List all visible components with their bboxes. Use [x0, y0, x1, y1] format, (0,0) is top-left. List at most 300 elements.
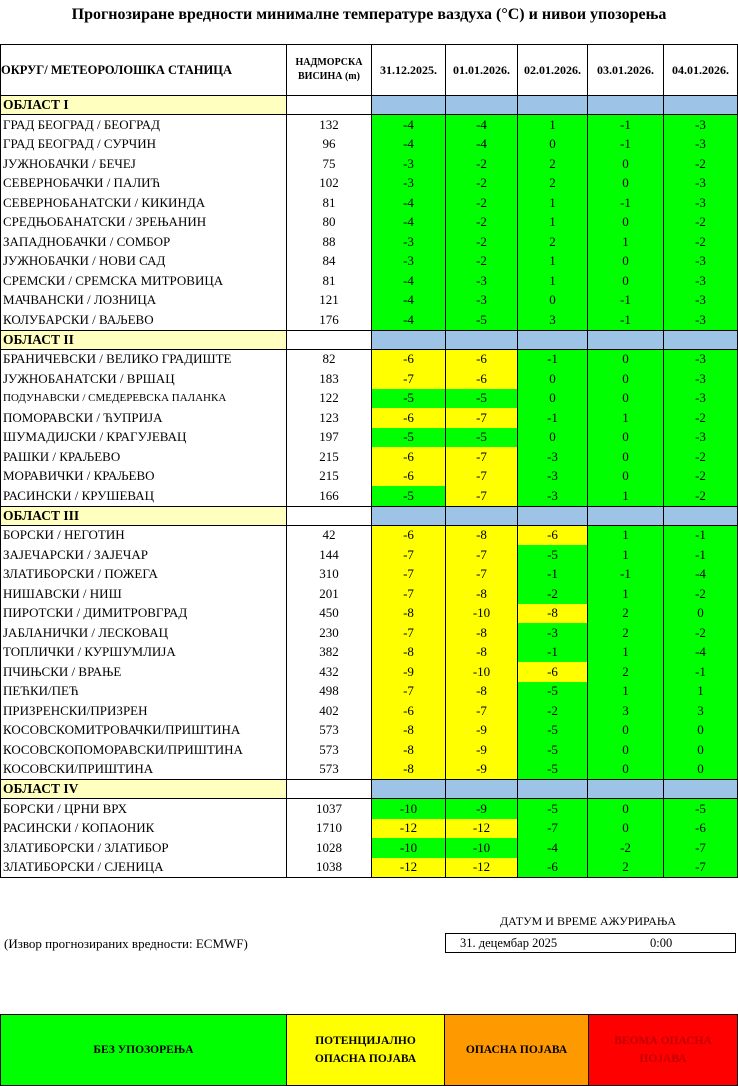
station-row	[1, 193, 738, 213]
region-date-cell	[664, 506, 738, 525]
temperature-cell: 0	[588, 271, 664, 291]
temperature-cell: 1	[588, 232, 664, 252]
temperature-cell: 0	[588, 760, 664, 780]
temperature-cell: 0	[588, 389, 664, 409]
temperature-cell: -9	[446, 760, 518, 780]
temperature-cell: -10	[372, 799, 446, 819]
temperature-cell: 0	[518, 428, 588, 448]
temperature-cell: -2	[664, 232, 738, 252]
station-altitude: 450	[287, 604, 372, 624]
temperature-cell: -8	[446, 584, 518, 604]
legend-high-danger-label: ВЕОМА ОПАСНА ПОЈАВА	[614, 1035, 712, 1065]
temperature-cell: -2	[446, 213, 518, 233]
temperature-cell: 0	[588, 213, 664, 233]
temperature-cell: -2	[446, 174, 518, 194]
station-row	[1, 213, 738, 233]
temperature-cell: -9	[446, 740, 518, 760]
station-name: ЈУЖНОБАНАТСКИ / ВРШАЦ	[1, 369, 287, 389]
temperature-cell: -2	[664, 408, 738, 428]
temperature-cell: -2	[664, 467, 738, 487]
region-date-cell	[446, 506, 518, 525]
station-name: ТОПЛИЧКИ / КУРШУМЛИЈА	[1, 643, 287, 663]
table-body	[1, 96, 738, 878]
temperature-cell: 2	[588, 604, 664, 624]
temperature-cell: -6	[446, 369, 518, 389]
temperature-cell: 1	[588, 545, 664, 565]
station-name: ГРАД БЕОГРАД / СУРЧИН	[1, 135, 287, 155]
station-altitude: 230	[287, 623, 372, 643]
station-row	[1, 721, 738, 741]
temperature-cell: -2	[446, 154, 518, 174]
temperature-cell: 0	[588, 154, 664, 174]
temperature-cell: -5	[446, 428, 518, 448]
station-altitude: 1038	[287, 858, 372, 878]
temperature-cell: -4	[446, 135, 518, 155]
temperature-cell: -1	[664, 662, 738, 682]
temperature-cell: -6	[372, 701, 446, 721]
station-row	[1, 760, 738, 780]
station-altitude: 122	[287, 389, 372, 409]
temperature-cell: 2	[518, 174, 588, 194]
station-row	[1, 252, 738, 272]
station-altitude: 197	[287, 428, 372, 448]
temperature-cell: -7	[446, 565, 518, 585]
station-altitude: 183	[287, 369, 372, 389]
station-altitude: 166	[287, 486, 372, 506]
station-name: ПОДУНАВСКИ / СМЕДЕРЕВСКА ПАЛАНКА	[1, 389, 287, 409]
station-name: РАШКИ / КРАЉЕВО	[1, 447, 287, 467]
station-name: ЈУЖНОБАЧКИ / НОВИ САД	[1, 252, 287, 272]
temperature-cell: -7	[664, 858, 738, 878]
station-altitude: 82	[287, 349, 372, 369]
station-row	[1, 740, 738, 760]
station-name: СЕВЕРНОБАЧКИ / ПАЛИЋ	[1, 174, 287, 194]
temperature-cell: -3	[664, 389, 738, 409]
station-name: ЗЛАТИБОРСКИ / СЈЕНИЦА	[1, 858, 287, 878]
region-date-cell	[664, 96, 738, 115]
page-title: Прогнозиране вредности минималне температуре ваздуха (°C) и нивои упозорења	[71, 6, 667, 23]
station-row	[1, 799, 738, 819]
temperature-cell: -4	[372, 310, 446, 330]
temperature-cell: -3	[664, 193, 738, 213]
station-name: ПЕЋКИ/ПЕЋ	[1, 682, 287, 702]
temperature-cell: -7	[446, 447, 518, 467]
temperature-cell: -8	[446, 682, 518, 702]
region-date-cell	[518, 780, 588, 799]
region-row	[1, 330, 738, 349]
temperature-cell: -7	[372, 369, 446, 389]
region-date-cell	[664, 330, 738, 349]
temperature-cell: -7	[664, 838, 738, 858]
temperature-cell: -3	[372, 252, 446, 272]
region-name: ОБЛАСТ I	[1, 96, 287, 115]
forecast-table	[0, 44, 738, 878]
station-altitude: 573	[287, 740, 372, 760]
station-row	[1, 447, 738, 467]
temperature-cell: -6	[518, 662, 588, 682]
station-altitude: 42	[287, 525, 372, 545]
temperature-cell: -3	[372, 154, 446, 174]
update-time: 0:00	[650, 936, 673, 950]
temperature-cell: -7	[372, 584, 446, 604]
station-altitude: 1028	[287, 838, 372, 858]
temperature-cell: -3	[664, 174, 738, 194]
station-altitude: 176	[287, 310, 372, 330]
temperature-cell: -8	[446, 525, 518, 545]
temperature-cell: -10	[446, 838, 518, 858]
temperature-cell: 3	[518, 310, 588, 330]
temperature-cell: 0	[588, 740, 664, 760]
temperature-cell: -3	[446, 271, 518, 291]
station-altitude: 123	[287, 408, 372, 428]
region-date-cell	[372, 330, 446, 349]
temperature-cell: -9	[446, 721, 518, 741]
station-row	[1, 819, 738, 839]
temperature-cell: 0	[664, 721, 738, 741]
temperature-cell: 0	[588, 349, 664, 369]
date-column-header: 04.01.2026.	[664, 45, 738, 96]
temperature-cell: -4	[372, 291, 446, 311]
temperature-cell: -5	[518, 799, 588, 819]
temperature-cell: -9	[446, 799, 518, 819]
temperature-cell: -7	[446, 486, 518, 506]
date-column-header: 31.12.2025.	[372, 45, 446, 96]
temperature-cell: -2	[446, 232, 518, 252]
temperature-cell: -2	[664, 584, 738, 604]
temperature-cell: -2	[446, 193, 518, 213]
temperature-cell: -2	[664, 623, 738, 643]
temperature-cell: -8	[518, 604, 588, 624]
station-name: СРЕМСКИ / СРЕМСКА МИТРОВИЦА	[1, 271, 287, 291]
temperature-cell: -3	[664, 115, 738, 135]
station-row	[1, 662, 738, 682]
station-row	[1, 408, 738, 428]
station-name: ЗАПАДНОБАЧКИ / СОМБОР	[1, 232, 287, 252]
temperature-cell: -5	[664, 799, 738, 819]
region-date-cell	[372, 96, 446, 115]
temperature-cell: -3	[664, 291, 738, 311]
temperature-cell: -1	[518, 349, 588, 369]
temperature-cell: -1	[588, 135, 664, 155]
date-column-header: 01.01.2026.	[446, 45, 518, 96]
station-name: ГРАД БЕОГРАД / БЕОГРАД	[1, 115, 287, 135]
temperature-cell: 2	[588, 623, 664, 643]
temperature-cell: -2	[664, 447, 738, 467]
temperature-cell: -8	[446, 623, 518, 643]
temperature-cell: -3	[372, 174, 446, 194]
temperature-cell: -3	[664, 369, 738, 389]
station-altitude: 215	[287, 467, 372, 487]
station-row	[1, 858, 738, 878]
station-name: ПРИЗРЕНСКИ/ПРИЗРЕН	[1, 701, 287, 721]
station-altitude: 80	[287, 213, 372, 233]
temperature-cell: -3	[518, 447, 588, 467]
temperature-cell: -12	[372, 858, 446, 878]
temperature-cell: -5	[446, 389, 518, 409]
region-altitude-cell	[287, 96, 372, 115]
temperature-cell: -7	[372, 682, 446, 702]
temperature-cell: 0	[664, 740, 738, 760]
station-altitude: 132	[287, 115, 372, 135]
temperature-cell: -8	[372, 721, 446, 741]
temperature-cell: 2	[518, 154, 588, 174]
temperature-cell: -1	[664, 545, 738, 565]
station-row	[1, 623, 738, 643]
station-row	[1, 135, 738, 155]
temperature-cell: 3	[664, 701, 738, 721]
temperature-cell: -2	[664, 154, 738, 174]
temperature-cell: -3	[518, 467, 588, 487]
legend-potential-danger	[286, 1014, 445, 1086]
station-name: КОСОВСКОПОМОРАВСКИ/ПРИШТИНА	[1, 740, 287, 760]
temperature-cell: 1	[588, 584, 664, 604]
region-name: ОБЛАСТ III	[1, 506, 287, 525]
station-row	[1, 525, 738, 545]
region-date-cell	[446, 96, 518, 115]
temperature-cell: 1	[518, 115, 588, 135]
station-row	[1, 389, 738, 409]
station-altitude: 75	[287, 154, 372, 174]
temperature-cell: -3	[664, 310, 738, 330]
temperature-cell: -10	[446, 662, 518, 682]
temperature-cell: -4	[664, 565, 738, 585]
station-altitude: 121	[287, 291, 372, 311]
legend-no-warning	[0, 1014, 287, 1086]
station-altitude: 498	[287, 682, 372, 702]
region-date-cell	[518, 506, 588, 525]
region-date-cell	[664, 780, 738, 799]
temperature-cell: -6	[664, 819, 738, 839]
temperature-cell: -4	[372, 271, 446, 291]
station-name: КОСОВСКОМИТРОВАЧКИ/ПРИШТИНА	[1, 721, 287, 741]
temperature-cell: -5	[372, 486, 446, 506]
station-altitude: 84	[287, 252, 372, 272]
temperature-cell: 0	[588, 447, 664, 467]
legend-danger	[444, 1014, 589, 1086]
temperature-cell: -3	[372, 232, 446, 252]
station-name: ПИРОТСКИ / ДИМИТРОВГРАД	[1, 604, 287, 624]
station-altitude: 96	[287, 135, 372, 155]
station-altitude: 573	[287, 721, 372, 741]
temperature-cell: 1	[518, 193, 588, 213]
region-altitude-cell	[287, 330, 372, 349]
temperature-cell: -4	[664, 643, 738, 663]
temperature-cell: -3	[664, 349, 738, 369]
temperature-cell: 2	[518, 232, 588, 252]
temperature-cell: -6	[518, 525, 588, 545]
station-name: ЈАБЛАНИЧКИ / ЛЕСКОВАЦ	[1, 623, 287, 643]
temperature-cell: -2	[518, 584, 588, 604]
temperature-cell: -4	[372, 115, 446, 135]
station-row	[1, 604, 738, 624]
temperature-cell: -4	[372, 135, 446, 155]
legend-potential-danger-label: ПОТЕНЦИЈАЛНО ОПАСНА ПОЈАВА	[314, 1035, 417, 1065]
temperature-cell: -1	[664, 525, 738, 545]
station-name: ПЧИЊСКИ / ВРАЊЕ	[1, 662, 287, 682]
legend-danger-label: ОПАСНА ПОЈАВА	[465, 1044, 568, 1056]
station-row	[1, 701, 738, 721]
temperature-cell: -1	[588, 310, 664, 330]
temperature-cell: -2	[664, 213, 738, 233]
station-row	[1, 349, 738, 369]
station-row	[1, 682, 738, 702]
temperature-cell: -6	[518, 858, 588, 878]
station-altitude: 432	[287, 662, 372, 682]
temperature-cell: 1	[518, 271, 588, 291]
station-altitude: 81	[287, 193, 372, 213]
region-date-cell	[588, 330, 664, 349]
altitude-column-label: НАДМОРСКА ВИСИНА (m)	[295, 57, 363, 82]
temperature-cell: 0	[588, 467, 664, 487]
temperature-cell: 0	[588, 252, 664, 272]
temperature-cell: -6	[372, 349, 446, 369]
update-label: ДАТУМ И ВРЕМЕ АЖУРИРАЊА	[500, 914, 676, 928]
temperature-cell: -1	[588, 565, 664, 585]
temperature-cell: -7	[518, 819, 588, 839]
temperature-cell: 0	[588, 428, 664, 448]
station-name: БРАНИЧЕВСКИ / ВЕЛИКО ГРАДИШТЕ	[1, 349, 287, 369]
station-altitude: 215	[287, 447, 372, 467]
temperature-cell: -7	[372, 545, 446, 565]
date-column-header: 03.01.2026.	[588, 45, 664, 96]
station-altitude: 88	[287, 232, 372, 252]
region-row	[1, 96, 738, 115]
temperature-cell: -4	[446, 115, 518, 135]
station-name: ЗЛАТИБОРСКИ / ПОЖЕГА	[1, 565, 287, 585]
temperature-cell: 1	[588, 486, 664, 506]
temperature-cell: -1	[588, 115, 664, 135]
temperature-cell: 1	[518, 252, 588, 272]
temperature-cell: 0	[588, 369, 664, 389]
temperature-cell: -5	[372, 389, 446, 409]
temperature-cell: -7	[446, 408, 518, 428]
update-date: 31. децембар 2025	[460, 936, 558, 950]
temperature-cell: 1	[518, 213, 588, 233]
region-altitude-cell	[287, 506, 372, 525]
date-column-header: 02.01.2026.	[518, 45, 588, 96]
temperature-cell: -5	[518, 760, 588, 780]
station-name: ЈУЖНОБАЧКИ / БЕЧЕЈ	[1, 154, 287, 174]
station-altitude: 402	[287, 701, 372, 721]
station-altitude: 382	[287, 643, 372, 663]
temperature-cell: 0	[588, 819, 664, 839]
temperature-cell: -1	[518, 565, 588, 585]
temperature-cell: -3	[664, 428, 738, 448]
temperature-cell: -4	[372, 213, 446, 233]
station-row	[1, 467, 738, 487]
region-date-cell	[446, 330, 518, 349]
station-column-header: ОКРУГ/ МЕТЕОРОЛОШКА СТАНИЦА	[1, 45, 287, 96]
station-altitude: 102	[287, 174, 372, 194]
station-altitude: 1710	[287, 819, 372, 839]
temperature-cell: -3	[446, 291, 518, 311]
temperature-cell: -3	[664, 135, 738, 155]
temperature-cell: -8	[372, 643, 446, 663]
temperature-cell: -12	[372, 819, 446, 839]
temperature-cell: 2	[588, 858, 664, 878]
temperature-cell: 0	[518, 369, 588, 389]
temperature-cell: -8	[372, 760, 446, 780]
temperature-cell: 0	[588, 174, 664, 194]
region-date-cell	[588, 780, 664, 799]
temperature-cell: -6	[372, 447, 446, 467]
table-header-row	[1, 45, 738, 96]
legend-high-danger	[588, 1014, 738, 1086]
station-name: ЗЛАТИБОРСКИ / ЗЛАТИБОР	[1, 838, 287, 858]
temperature-cell: -7	[446, 701, 518, 721]
region-date-cell	[518, 330, 588, 349]
temperature-cell: 1	[588, 408, 664, 428]
station-name: СРЕДЊОБАНАТСКИ / ЗРЕЊАНИН	[1, 213, 287, 233]
station-row	[1, 174, 738, 194]
station-row	[1, 154, 738, 174]
station-row	[1, 584, 738, 604]
temperature-cell: -5	[518, 721, 588, 741]
station-row	[1, 428, 738, 448]
temperature-cell: -3	[664, 252, 738, 272]
temperature-cell: -7	[446, 467, 518, 487]
temperature-cell: -4	[372, 193, 446, 213]
temperature-cell: -6	[446, 349, 518, 369]
temperature-cell: -8	[446, 643, 518, 663]
station-name: РАСИНСКИ / КРУШЕВАЦ	[1, 486, 287, 506]
station-name: БОРСКИ / НЕГОТИН	[1, 525, 287, 545]
station-name: БОРСКИ / ЦРНИ ВРХ	[1, 799, 287, 819]
temperature-cell: 1	[588, 643, 664, 663]
temperature-cell: -1	[518, 408, 588, 428]
station-row	[1, 643, 738, 663]
region-row	[1, 780, 738, 799]
station-altitude: 1037	[287, 799, 372, 819]
temperature-cell: 0	[588, 799, 664, 819]
temperature-cell: -5	[372, 428, 446, 448]
station-altitude: 201	[287, 584, 372, 604]
temperature-cell: -5	[518, 545, 588, 565]
temperature-cell: 1	[588, 525, 664, 545]
region-name: ОБЛАСТ II	[1, 330, 287, 349]
temperature-cell: -12	[446, 819, 518, 839]
temperature-cell: -6	[372, 467, 446, 487]
station-row	[1, 486, 738, 506]
temperature-cell: -6	[372, 408, 446, 428]
temperature-cell: 3	[588, 701, 664, 721]
region-row	[1, 506, 738, 525]
station-row	[1, 565, 738, 585]
temperature-cell: -7	[446, 545, 518, 565]
temperature-cell: 0	[518, 291, 588, 311]
temperature-cell: -3	[518, 486, 588, 506]
station-name: МОРАВИЧКИ / КРАЉЕВО	[1, 467, 287, 487]
temperature-cell: -9	[372, 662, 446, 682]
temperature-cell: 1	[588, 682, 664, 702]
station-row	[1, 232, 738, 252]
temperature-cell: -8	[372, 740, 446, 760]
station-altitude: 310	[287, 565, 372, 585]
temperature-cell: -5	[518, 682, 588, 702]
temperature-cell: 0	[518, 389, 588, 409]
station-name: СЕВЕРНОБАНАТСКИ / КИКИНДА	[1, 193, 287, 213]
temperature-cell: -3	[518, 623, 588, 643]
station-row	[1, 115, 738, 135]
temperature-cell: -2	[518, 701, 588, 721]
temperature-cell: -1	[588, 193, 664, 213]
temperature-cell: -8	[372, 604, 446, 624]
temperature-cell: -4	[518, 838, 588, 858]
temperature-cell: -2	[446, 252, 518, 272]
region-date-cell	[518, 96, 588, 115]
temperature-cell: -1	[588, 291, 664, 311]
temperature-cell: -2	[664, 486, 738, 506]
